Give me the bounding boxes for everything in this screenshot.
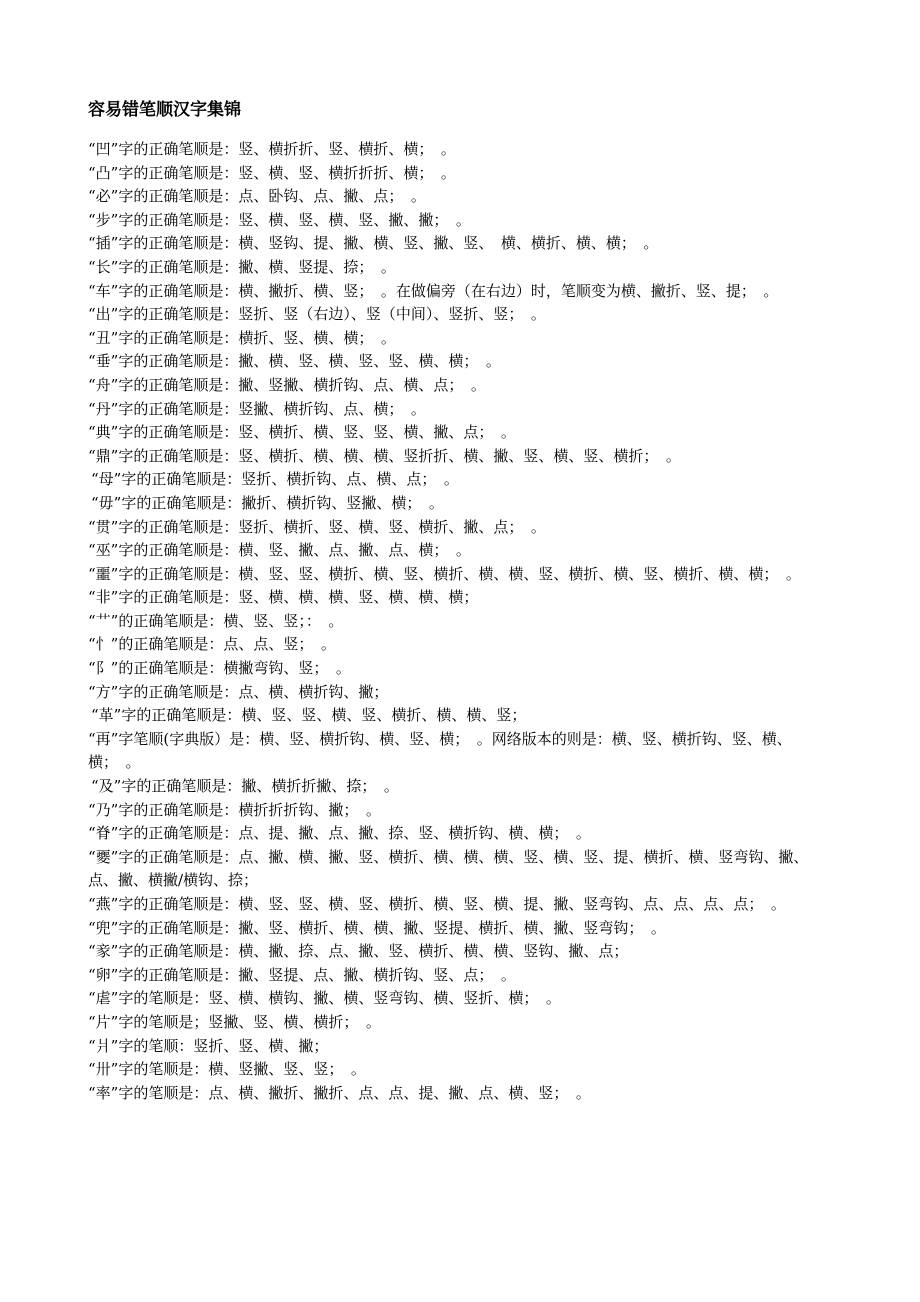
list-item: “率”字的笔顺是：点、横、撇折、撇折、点、点、提、撇、点、横、竖； 。 — [88, 1083, 591, 1102]
list-item: “爿”字的笔顺：竖折、竖、横、撇； — [88, 1036, 329, 1055]
list-item: “舟”字的正确笔顺是：撇、竖撇、横折钩、点、横、点； 。 — [88, 375, 486, 394]
list-item: “巫”字的正确笔顺是：横、竖、撇、点、撇、点、横； 。 — [88, 541, 471, 560]
list-item: “垂”字的正确笔顺是：撇、横、竖、横、竖、竖、横、横； 。 — [88, 352, 501, 371]
list-item: “丹”字的正确笔顺是：竖撇、横折钩、点、横； 。 — [88, 399, 426, 418]
list-item: “夒”字的正确笔顺是：点、撇、横、撇、竖、横折、横、横、横、竖、横、竖、提、横折、横、竖弯钩、撇、点、撇、横撇/横钩、捺； — [88, 847, 809, 890]
list-item: “步”字的正确笔顺是：竖、横、竖、横、竖、撇、撇； 。 — [88, 210, 471, 229]
list-item: “兜”字的正确笔顺是：撇、竖、横折、横、横、撇、竖提、横折、横、撇、竖弯钩； 。 — [88, 918, 666, 937]
list-item: “毋”字的正确笔顺是：撇折、横折钩、竖撇、横； 。 — [91, 493, 444, 512]
list-item: “豙”字的正确笔顺是：横、撇、捺、点、撇、竖、横折、横、横、竖钩、撇、点； — [88, 942, 629, 961]
list-item: “方”字的正确笔顺是：点、横、横折钩、撇； — [88, 682, 389, 701]
list-item: “再”字笔顺(字典版）是：横、竖、横折钩、横、竖、横； 。网络版本的则是：横、竖、横折钩、竖、横、横； 。 — [88, 729, 792, 772]
list-item: “及”字的正确笔顺是：撇、横折折撇、捺； 。 — [91, 777, 399, 796]
list-item: “长”字的正确笔顺是：撇、横、竖提、捺； 。 — [88, 257, 396, 276]
list-item: “革”字的正确笔顺是：横、竖、竖、横、竖、横折、横、横、竖； — [91, 706, 527, 725]
list-item: “乃”字的正确笔顺是：横折折折钩、撇； 。 — [88, 800, 381, 819]
list-item: “典”字的正确笔顺是：竖、横折、横、竖、竖、横、撇、点； 。 — [88, 423, 516, 442]
list-item: “必”字的正确笔顺是：点、卧钩、点、撇、点； 。 — [88, 187, 426, 206]
list-item: “阝”的正确笔顺是：横撇弯钩、竖； 。 — [88, 659, 351, 678]
list-item: “插”字的正确笔顺是：横、竖钩、提、撇、横、竖、撇、竖、 横、横折、横、横； 。 — [88, 234, 659, 253]
list-item: “噩”字的正确笔顺是：横、竖、竖、横折、横、竖、横折、横、横、竖、横折、横、竖、横折、横、横； 。 — [88, 564, 801, 583]
list-item: “鼎”字的正确笔顺是：竖、横折、横、横、横、竖折折、横、撇、竖、横、竖、横折； 。 — [88, 446, 681, 465]
list-item: “凹”字的正确笔顺是：竖、横折折、竖、横折、横； 。 — [88, 140, 456, 158]
list-item: “虐”字的笔顺是：竖、横、横钩、撇、横、竖弯钩、横、竖折、横； 。 — [88, 989, 561, 1008]
list-item: “片”字的笔顺是；竖撇、竖、横、横折； 。 — [88, 1012, 381, 1031]
list-item: “卅”字的笔顺是：横、竖撇、竖、竖； 。 — [88, 1060, 366, 1079]
list-item: “车”字的正确笔顺是：横、撇折、横、竖； 。在做偏旁（在右边）时，笔顺变为横、撇折、竖、提； 。 — [88, 281, 779, 300]
list-item: “贯”字的正确笔顺是：竖折、横折、竖、横、竖、横折、撇、点； 。 — [88, 517, 546, 536]
stroke-order-list — [88, 138, 838, 1105]
list-item: “忄”的正确笔顺是：点、点、竖； 。 — [88, 635, 336, 654]
list-item: “凸”字的正确笔顺是：竖、横、竖、横折折折、横； 。 — [88, 163, 456, 182]
list-item: “丑”字的正确笔顺是：横折、竖、横、横； 。 — [88, 328, 396, 347]
list-item: “出”字的正确笔顺是：竖折、竖（右边）、竖（中间）、竖折、竖； 。 — [88, 305, 546, 324]
list-item: “卵”字的正确笔顺是：撇、竖提、点、撇、横折钩、竖、点； 。 — [88, 965, 516, 984]
list-item: “非”字的正确笔顺是：竖、横、横、横、竖、横、横、横； — [88, 588, 479, 607]
page-title: 容易错笔顺汉字集锦 — [88, 100, 241, 120]
list-item: “燕”字的正确笔顺是：横、竖、竖、横、竖、横折、横、竖、横、提、撇、竖弯钩、点、点、点、点； 。 — [88, 895, 786, 913]
list-item: “母”字的正确笔顺是：竖折、横折钩、点、横、点； 。 — [91, 470, 459, 489]
list-item: “艹”的正确笔顺是：横、竖、竖；： 。 — [88, 611, 344, 630]
list-item: “脊”字的正确笔顺是：点、提、撇、点、撇、捺、竖、横折钩、横、横； 。 — [88, 824, 591, 843]
